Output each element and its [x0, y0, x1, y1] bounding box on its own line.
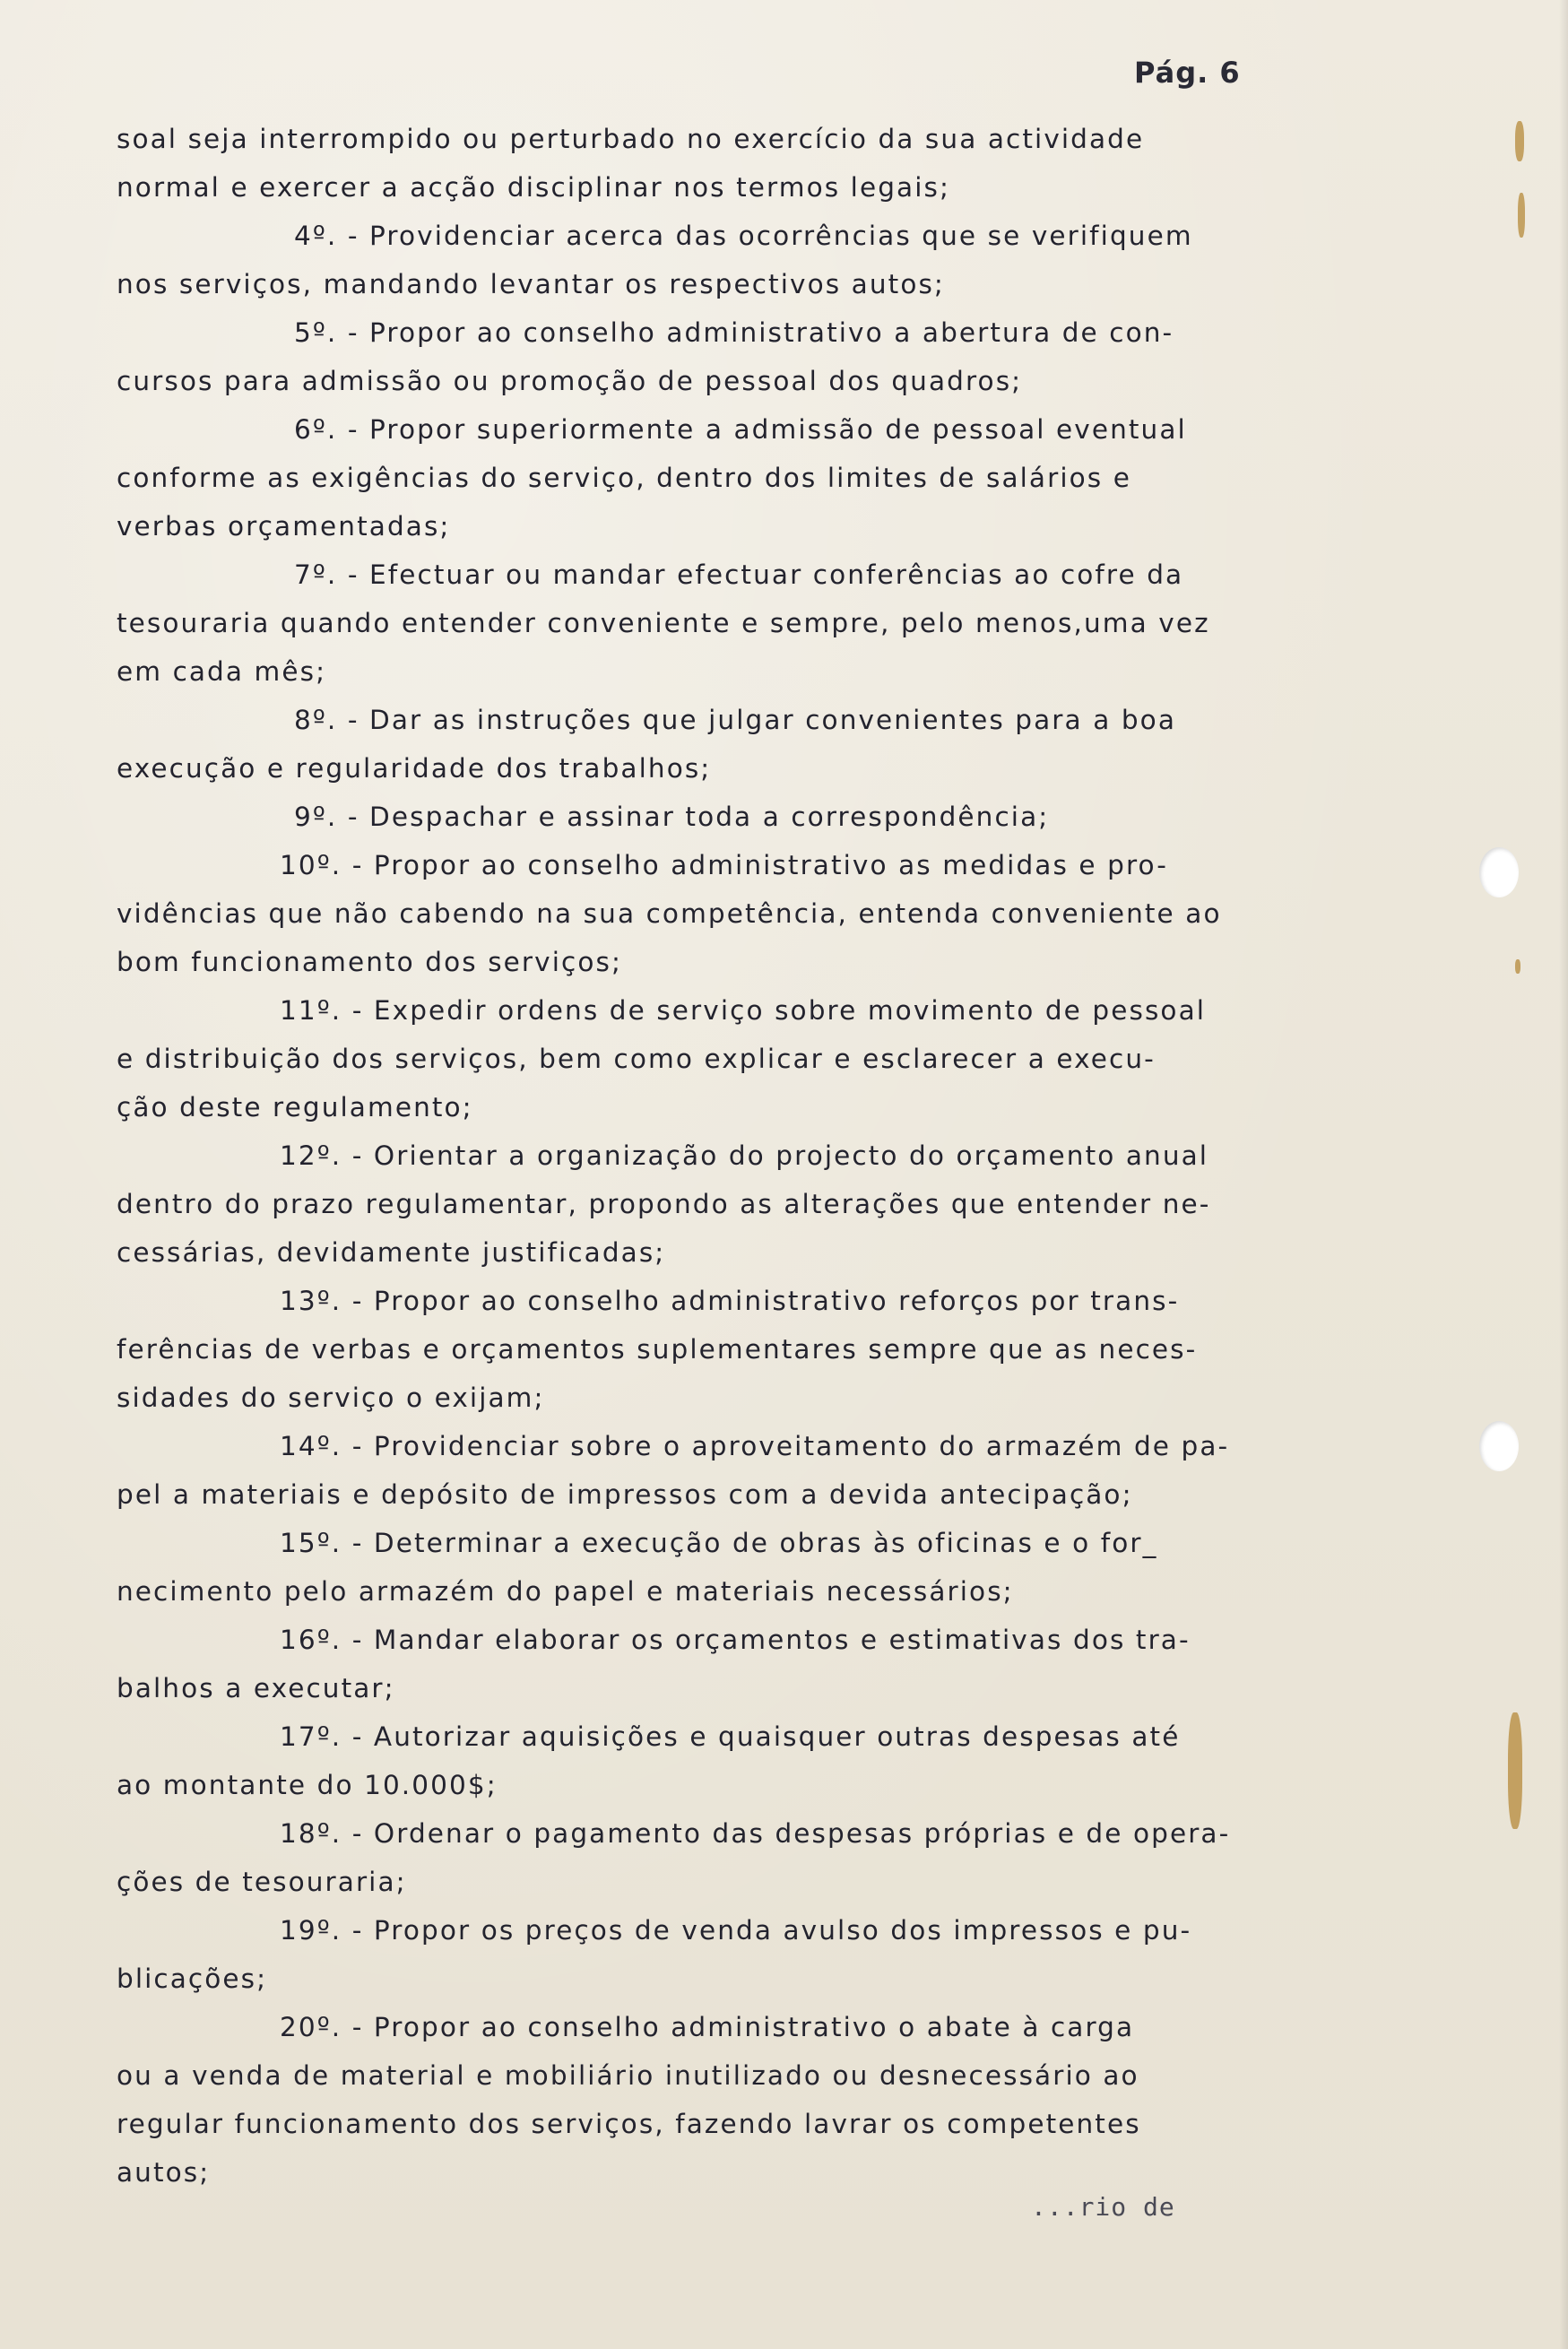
text-line: 13º. - Propor ao conselho administrativo reforços por trans-: [280, 1286, 1180, 1316]
text-line: ao montante do 10.000$;: [117, 1770, 498, 1800]
text-line: 17º. - Autorizar aquisições e quaisquer outras despesas até: [280, 1721, 1181, 1752]
text-line: normal e exercer a acção disciplinar nos termos legais;: [117, 172, 951, 203]
text-line: 6º. - Propor superiormente a admissão de pessoal eventual: [294, 414, 1187, 445]
text-line: 15º. - Determinar a execução de obras às oficinas e o for_: [280, 1528, 1158, 1558]
rust-stain-icon: [1515, 959, 1520, 974]
text-line: 19º. - Propor os preços de venda avulso dos impressos e pu-: [280, 1915, 1192, 1946]
punch-hole-icon: [1479, 847, 1519, 897]
text-line: verbas orçamentadas;: [117, 511, 451, 542]
text-line: nos serviços, mandando levantar os respectivos autos;: [117, 269, 945, 299]
text-line: tesouraria quando entender conveniente e sempre, pelo menos,uma vez: [117, 608, 1210, 638]
text-line: cursos para admissão ou promoção de pessoal dos quadros;: [117, 366, 1023, 396]
text-line: 14º. - Providenciar sobre o aproveitamento do armazém de pa-: [280, 1431, 1230, 1461]
text-line: pel a materiais e depósito de impressos com a devida antecipação;: [117, 1479, 1133, 1510]
text-line: dentro do prazo regulamentar, propondo as alterações que entender ne-: [117, 1189, 1211, 1219]
text-line: 16º. - Mandar elaborar os orçamentos e estimativas dos tra-: [280, 1625, 1191, 1655]
page-number: Pág. 6: [1134, 56, 1241, 90]
text-line: 12º. - Orientar a organização do projecto do orçamento anual: [280, 1140, 1209, 1171]
text-line: ção deste regulamento;: [117, 1092, 473, 1122]
text-line: soal seja interrompido ou perturbado no exercício da sua actividade: [117, 124, 1145, 154]
text-line: 18º. - Ordenar o pagamento das despesas próprias e de opera-: [280, 1818, 1231, 1849]
text-line: e distribuição dos serviços, bem como explicar e esclarecer a execu-: [117, 1044, 1156, 1074]
text-line: 5º. - Propor ao conselho administrativo a abertura de con-: [294, 317, 1174, 348]
rust-stain-icon: [1508, 1712, 1522, 1829]
text-line: 4º. - Providenciar acerca das ocorrências que se verifiquem: [294, 221, 1193, 251]
text-line: 10º. - Propor ao conselho administrativo as medidas e pro-: [280, 850, 1168, 880]
text-line: sidades do serviço o exijam;: [117, 1383, 545, 1413]
text-line: blicações;: [117, 1963, 268, 1994]
rust-stain-icon: [1518, 193, 1525, 238]
text-line: bom funcionamento dos serviços;: [117, 947, 622, 977]
text-line: em cada mês;: [117, 656, 327, 687]
text-line: ções de tesouraria;: [117, 1867, 407, 1897]
page-edge-shadow: [1559, 0, 1568, 2349]
text-line: 11º. - Expedir ordens de serviço sobre movimento de pessoal: [280, 995, 1207, 1026]
text-line: necimento pelo armazém do papel e materiais necessários;: [117, 1576, 1014, 1607]
punch-hole-icon: [1479, 1421, 1519, 1471]
text-line: vidências que não cabendo na sua competência, entenda conveniente ao: [117, 898, 1222, 929]
text-line: execução e regularidade dos trabalhos;: [117, 753, 712, 784]
text-line: cessárias, devidamente justificadas;: [117, 1237, 666, 1268]
text-line: 7º. - Efectuar ou mandar efectuar conferências ao cofre da: [294, 559, 1184, 590]
text-line: balhos a executar;: [117, 1673, 395, 1703]
text-line: 20º. - Propor ao conselho administrativo o abate à carga: [280, 2012, 1135, 2042]
text-line: regular funcionamento dos serviços, fazendo lavrar os competentes: [117, 2109, 1141, 2139]
text-line: autos;: [117, 2157, 211, 2188]
footer-catchword: ...rio de: [1031, 2192, 1175, 2222]
text-line: 9º. - Despachar e assinar toda a correspondência;: [294, 802, 1050, 832]
text-line: ou a venda de material e mobiliário inutilizado ou desnecessário ao: [117, 2060, 1139, 2091]
text-line: 8º. - Dar as instruções que julgar convenientes para a boa: [294, 705, 1176, 735]
rust-stain-icon: [1515, 121, 1524, 161]
text-line: conforme as exigências do serviço, dentro dos limites de salários e: [117, 463, 1131, 493]
text-line: ferências de verbas e orçamentos suplementares sempre que as neces-: [117, 1334, 1198, 1365]
